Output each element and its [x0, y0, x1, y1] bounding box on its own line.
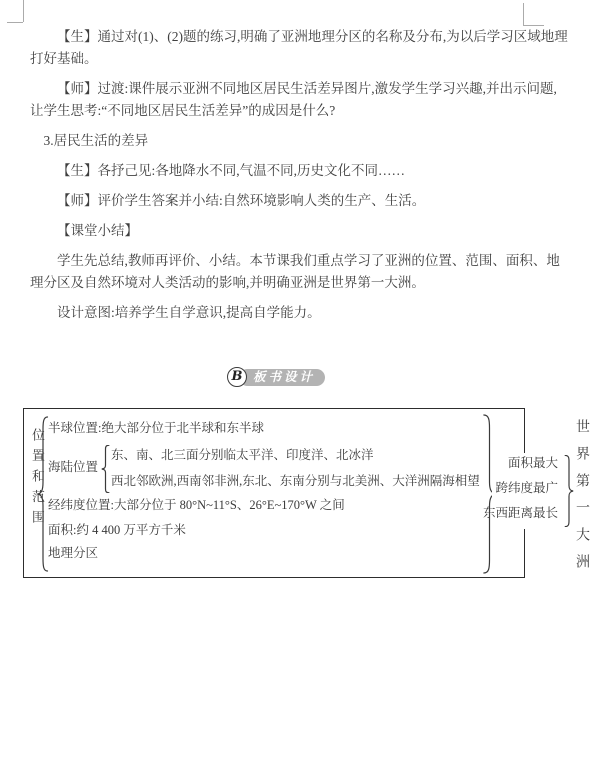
margin-crop-mark-top-left-vertical	[23, 0, 24, 22]
diagram-row-latlon: 经纬度位置:大部分位于 80°N~11°S、26°E~170°W 之间	[48, 498, 345, 512]
diagram-conclusion-area-largest: 面积最大	[507, 456, 558, 470]
paragraph-line: 打好基础。	[30, 51, 98, 66]
diagram-conclusion-block	[482, 453, 570, 529]
diagram-conclusion-latitude-widest: 跨纬度最广	[495, 481, 558, 495]
paragraph-line: 【生】通过对(1)、(2)题的练习,明确了亚洲地理分区的名称及分布,为以后学习区域地理	[57, 29, 568, 44]
paragraph-line: 设计意图:培养学生自学意识,提高自学能力。	[57, 305, 321, 320]
paragraph-line: 让学生思考:“不同地区居民生活差异”的成因是什么?	[30, 103, 336, 118]
inner-left-brace-icon	[101, 445, 110, 493]
margin-crop-mark-top-left-horizontal	[7, 22, 23, 23]
board-design-badge-label: 板书设计	[239, 369, 325, 386]
paragraph-section-heading	[30, 130, 575, 152]
paragraph-line: 学生先总结,教师再评价、小结。本节课我们重点学习了亚洲的位置、范围、面积、地	[57, 253, 560, 268]
paragraph-student-summary	[30, 26, 575, 70]
diagram-right-title: 世界第一大洲	[574, 419, 589, 581]
diagram-row-regions: 地理分区	[48, 546, 99, 560]
paragraph-line: 3.居民生活的差异	[43, 133, 149, 148]
diagram-row-sea-land-item-2: 西北邻欧洲,西南邻非洲,东北、东南分别与北美洲、大洋洲隔海相望	[111, 474, 480, 488]
paragraph-line: 【生】各抒己见:各地降水不同,气温不同,历史文化不同……	[57, 163, 406, 178]
small-right-brace-icon	[564, 455, 574, 527]
paragraph-line: 【师】过渡:课件展示亚洲不同地区居民生活差异图片,激发学生学习兴趣,并出示问题,	[57, 81, 557, 96]
paragraph-teacher-transition	[30, 78, 575, 122]
margin-crop-mark-top-right-vertical	[523, 3, 524, 25]
document-body	[30, 26, 575, 332]
board-design-badge-b-icon: B	[227, 367, 247, 387]
diagram-row-sea-land-label: 海陆位置	[48, 460, 99, 474]
paragraph-line: 【师】评价学生答案并小结:自然环境影响人类的生产、生活。	[57, 193, 426, 208]
diagram-row-sea-land-item-1: 东、南、北三面分别临太平洋、印度洋、北冰洋	[111, 448, 374, 462]
paragraph-line: 【课堂小结】	[57, 223, 138, 238]
paragraph-class-summary-heading	[30, 220, 575, 242]
diagram-conclusion-east-west-longest: 东西距离最长	[482, 506, 558, 520]
diagram-left-title: 位置和范围	[30, 428, 45, 531]
diagram-row-area: 面积:约 4 400 万平方千米	[48, 523, 186, 537]
paragraph-student-opinions	[30, 160, 575, 182]
paragraph-design-intent	[30, 302, 575, 324]
paragraph-lesson-recap	[30, 250, 575, 294]
paragraph-line: 理分区及自然环境对人类活动的影响,并明确亚洲是世界第一大洲。	[30, 275, 425, 290]
diagram-row-hemisphere: 半球位置:绝大部分位于北半球和东半球	[48, 421, 264, 435]
paragraph-teacher-evaluation	[30, 190, 575, 212]
board-diagram-box	[23, 408, 525, 578]
